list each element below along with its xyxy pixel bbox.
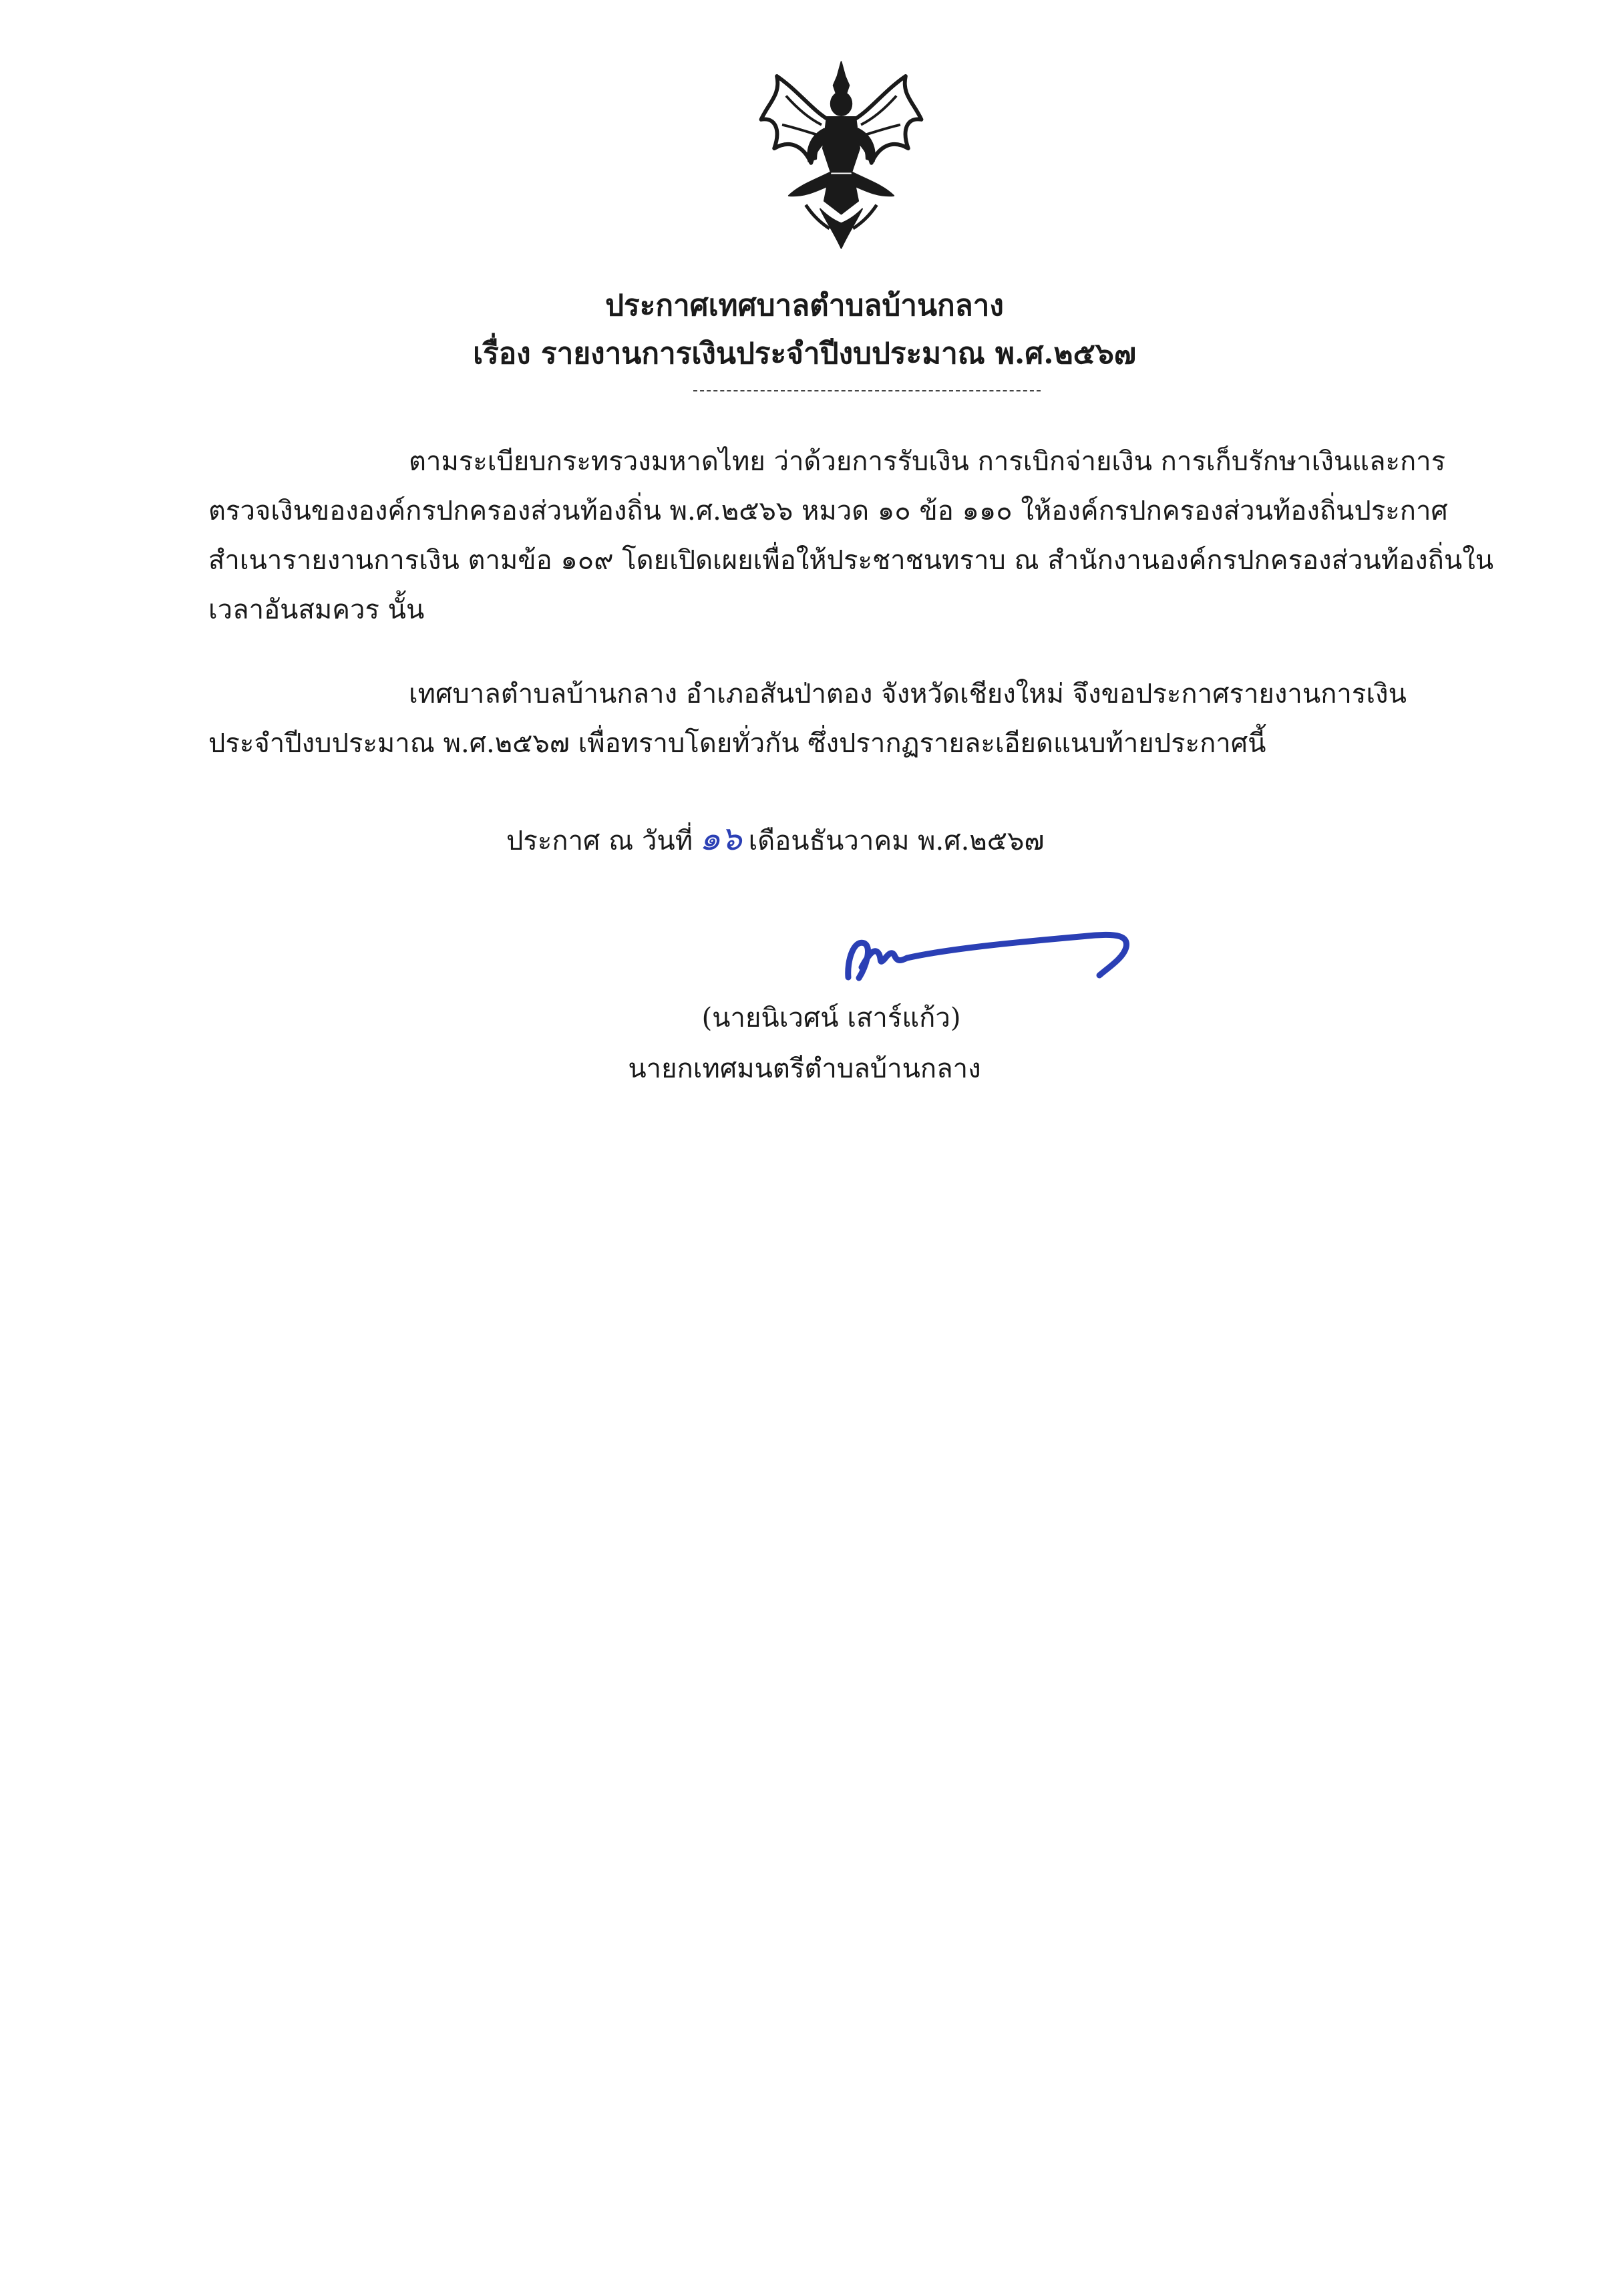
document-subject: เรื่อง รายงานการเงินประจำปีงบประมาณ พ.ศ.๒๕๖๗ bbox=[473, 337, 1136, 371]
document-title: ประกาศเทศบาลตำบลบ้านกลาง bbox=[605, 289, 1004, 323]
title-separator bbox=[693, 390, 1041, 391]
paragraph-regulation bbox=[208, 437, 1531, 635]
paragraph-announcement bbox=[208, 669, 1531, 768]
paragraph-line: เวลาอันสมควร นั้น bbox=[208, 595, 425, 625]
paragraph-line: ตรวจเงินขององค์กรปกครองส่วนท้องถิ่น พ.ศ.๒๕๖๖ หมวด ๑๐ ข้อ ๑๑๐ ให้องค์กรปกครองส่วนท้องถิ่นประกาศ bbox=[208, 496, 1448, 526]
signer-position: นายกเทศมนตรีตำบลบ้านกลาง bbox=[628, 1053, 981, 1084]
handwritten-signature bbox=[835, 921, 1169, 1001]
signer-name: (นายนิเวศน์ เสาร์แก้ว) bbox=[701, 1003, 961, 1033]
paragraph-line: สำเนารายงานการเงิน ตามข้อ ๑๐๙ โดยเปิดเผยเพื่อให้ประชาชนทราบ ณ สำนักงานองค์กรปกครองส่วนท้องถิ่นใน bbox=[208, 545, 1494, 576]
paragraph-line: ประจำปีงบประมาณ พ.ศ.๒๕๖๗ เพื่อทราบโดยทั่วกัน ซึ่งปรากฏรายละเอียดแนบท้ายประกาศนี้ bbox=[208, 728, 1266, 759]
announcement-date bbox=[506, 814, 1044, 866]
paragraph-line: ตามระเบียบกระทรวงมหาดไทย ว่าด้วยการรับเงิน การเบิกจ่ายเงิน การเก็บรักษาเงินและการ bbox=[409, 446, 1446, 477]
garuda-emblem-icon bbox=[743, 55, 940, 255]
date-day-handwritten: ๑๖ bbox=[699, 819, 742, 858]
paragraph-line: เทศบาลตำบลบ้านกลาง อำเภอสันป่าตอง จังหวัดเชียงใหม่ จึงขอประกาศรายงานการเงิน bbox=[409, 679, 1407, 709]
date-suffix: เดือนธันวาคม พ.ศ.๒๕๖๗ bbox=[748, 826, 1045, 856]
date-prefix: ประกาศ ณ วันที่ bbox=[506, 826, 693, 856]
